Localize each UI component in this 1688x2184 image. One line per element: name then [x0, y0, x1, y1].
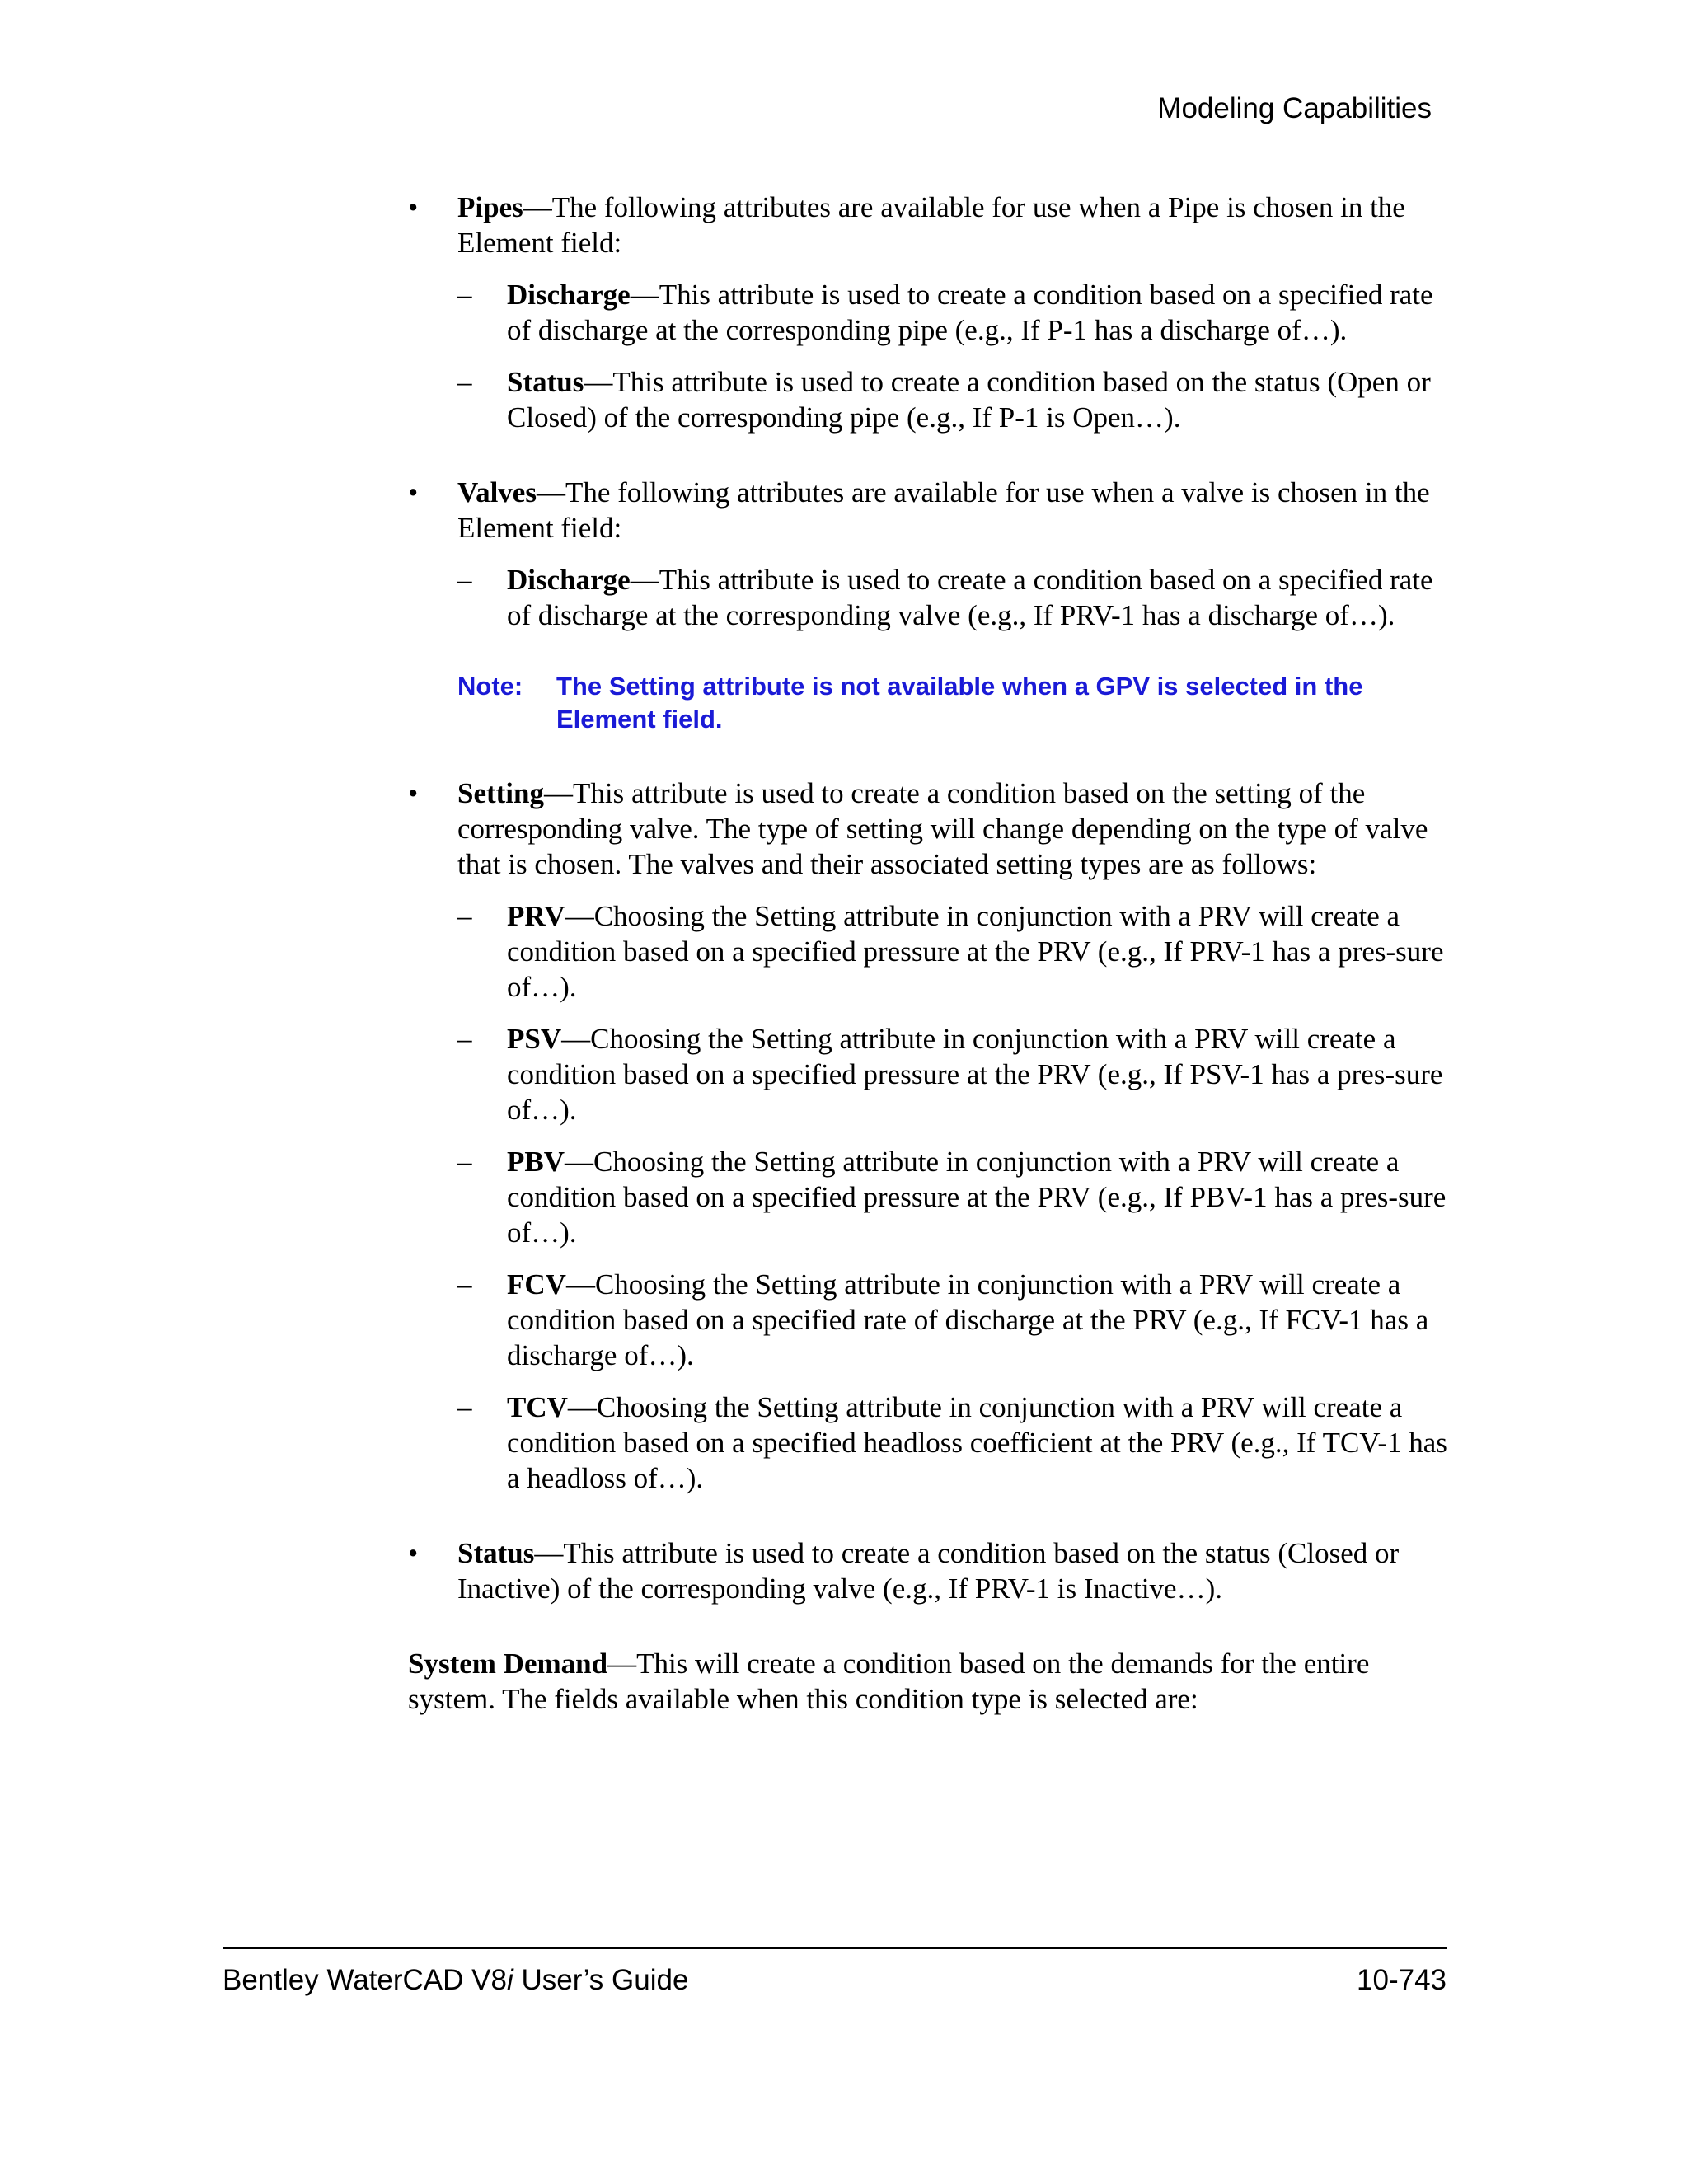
bullet-pipes [408, 190, 1451, 435]
term-status: Status [507, 366, 584, 398]
bullet-status [408, 1535, 1451, 1606]
footer-page-number: 10-743 [1357, 1964, 1447, 1996]
term-discharge: Discharge [507, 279, 631, 311]
sub-item-valve-discharge: – Discharge—This attribute is used to create a condition based on a specified rate of discharge at the corresponding valve (e.g., If PRV-1 has a discharge of…). [457, 564, 1433, 631]
note-container [408, 670, 1451, 736]
bullet-setting-text: Setting—This attribute is used to create a condition based on the setting of the corresponding valve. The type of setting will change depending on the type of valve that is chosen. The valves and their associated setting types are as follows: [457, 777, 1428, 880]
bullet-setting [408, 776, 1451, 1496]
term-discharge: Discharge [507, 564, 631, 596]
paragraph-system-demand: System Demand—This will create a condition based on the demands for the entire system. The fields available when this condition type is selected are: [408, 1647, 1370, 1715]
dash-mark: – [457, 366, 472, 398]
bullet-pipes-text: Pipes—The following attributes are available for use when a Pipe is chosen in the Element field: [457, 191, 1405, 259]
footer-rule [223, 1947, 1447, 1949]
bullet-valves-text: Valves—The following attributes are available for use when a valve is chosen in the Element field: [457, 476, 1430, 544]
dash-mark: – [457, 279, 472, 311]
term-valves: Valves [457, 476, 537, 509]
footer-guide-title: Bentley WaterCAD V8i User’s Guide [223, 1964, 689, 1996]
bullet-mark: • [408, 1537, 419, 1569]
bullet-mark: • [408, 476, 419, 509]
running-header: Modeling Capabilities [1157, 92, 1432, 124]
sub-item-pbv: – PBV—Choosing the Setting attribute in conjunction with a PRV will create a condition based on a specified pressure at the PRV (e.g., If PBV-1 has a pres-sure of…). [457, 1146, 1447, 1249]
dash-mark: – [457, 1391, 472, 1423]
term-fcv: FCV [507, 1268, 566, 1301]
dash-mark: – [457, 900, 472, 932]
note-text: The Setting attribute is not available when a GPV is selected in the Element field. [556, 672, 1363, 733]
term-prv: PRV [507, 900, 565, 932]
sub-item-pipe-discharge: – Discharge—This attribute is used to create a condition based on a specified rate of discharge at the corresponding pipe (e.g., If P-1 has a discharge of…). [457, 279, 1433, 346]
dash-mark: – [457, 1146, 472, 1178]
sub-item-fcv: – FCV—Choosing the Setting attribute in conjunction with a PRV will create a condition based on a specified rate of discharge at the PRV (e.g., If FCV-1 has a discharge of…). [457, 1268, 1429, 1371]
term-tcv: TCV [507, 1391, 568, 1423]
bullet-valves [408, 475, 1451, 633]
bullet-mark: • [408, 191, 419, 223]
dash-mark: – [457, 1023, 472, 1055]
sub-item-psv: – PSV—Choosing the Setting attribute in conjunction with a PRV will create a condition based on a specified pressure at the PRV (e.g., If PSV-1 has a pres-sure of…). [457, 1023, 1443, 1126]
term-pipes: Pipes [457, 191, 523, 223]
sub-item-pipe-status: – Status—This attribute is used to create a condition based on the status (Open or Closed) of the corresponding pipe (e.g., If P-1 is Open…). [457, 366, 1431, 434]
dash-mark: – [457, 1268, 472, 1301]
bullet-status-text: Status—This attribute is used to create a condition based on the status (Closed or Inactive) of the corresponding valve (e.g., If PRV-1 is Inactive…). [457, 1537, 1400, 1605]
term-pbv: PBV [507, 1146, 565, 1178]
page-body [408, 190, 1451, 1717]
sub-item-prv: – PRV—Choosing the Setting attribute in conjunction with a PRV will create a condition based on a specified pressure at the PRV (e.g., If PRV-1 has a pres-sure of…). [457, 900, 1444, 1003]
dash-mark: – [457, 564, 472, 596]
bullet-mark: • [408, 777, 419, 809]
term-setting: Setting [457, 777, 544, 809]
sub-item-tcv: – TCV—Choosing the Setting attribute in conjunction with a PRV will create a condition based on a specified headloss coefficient at the PRV (e.g., If TCV-1 has a headloss of…). [457, 1391, 1447, 1494]
note-box [457, 670, 1451, 736]
term-system-demand: System Demand [408, 1647, 608, 1680]
term-status: Status [457, 1537, 535, 1569]
term-psv: PSV [507, 1023, 562, 1055]
note-label: Note: [457, 672, 523, 701]
